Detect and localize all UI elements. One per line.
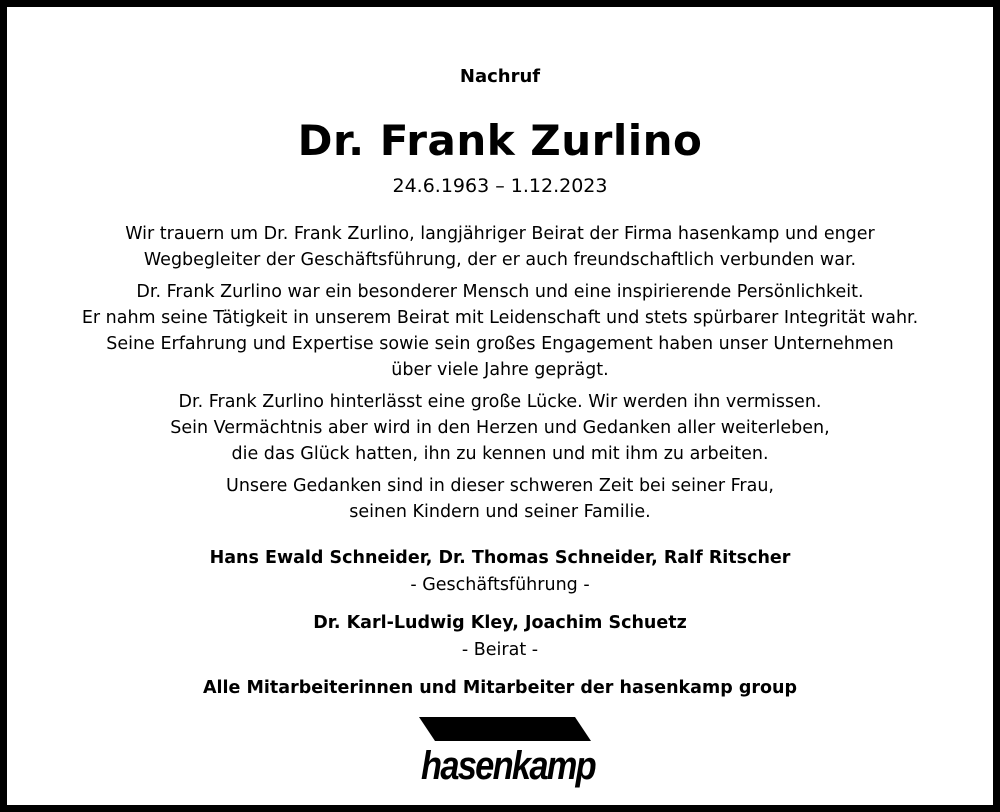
staff-signature: Alle Mitarbeiterinnen und Mitarbeiter der hasenkamp group — [202, 678, 798, 698]
hasenkamp-logo — [417, 717, 599, 789]
paragraph-2-line-1: Dr. Frank Zurlino war ein besonderer Mensch und eine inspirierende Persönlichkeit. — [136, 282, 864, 302]
board-names: Dr. Karl-Ludwig Kley, Joachim Schuetz — [313, 613, 687, 633]
paragraph-2-line-3: Seine Erfahrung und Expertise sowie sein großes Engagement haben unser Unternehmen — [106, 334, 894, 354]
paragraph-3-line-1: Dr. Frank Zurlino hinterlässt eine große Lücke. Wir werden ihn vermissen. — [178, 392, 822, 412]
management-names: Hans Ewald Schneider, Dr. Thomas Schneider, Ralf Ritscher — [209, 548, 791, 568]
hasenkamp-logo-icon — [417, 717, 599, 789]
management-role: - Geschäftsführung - — [410, 575, 590, 595]
paragraph-2-line-4: über viele Jahre geprägt. — [391, 360, 609, 380]
notice-kicker: Nachruf — [459, 66, 541, 87]
board-role: - Beirat - — [461, 640, 539, 660]
paragraph-3-line-3: die das Glück hatten, ihn zu kennen und mit ihm zu arbeiten. — [231, 444, 769, 464]
paragraph-4-line-2: seinen Kindern und seiner Familie. — [349, 502, 651, 522]
paragraph-1-line-1: Wir trauern um Dr. Frank Zurlino, langjähriger Beirat der Firma hasenkamp und enger — [125, 224, 875, 244]
paragraph-1-line-2: Wegbegleiter der Geschäftsführung, der er auch freundschaftlich verbunden war. — [143, 250, 857, 270]
paragraph-4-line-1: Unsere Gedanken sind in dieser schweren Zeit bei seiner Frau, — [226, 476, 774, 496]
deceased-name: Dr. Frank Zurlino — [297, 116, 703, 165]
paragraph-3-line-2: Sein Vermächtnis aber wird in den Herzen und Gedanken aller weiterleben, — [170, 418, 830, 438]
paragraph-2-line-2: Er nahm seine Tätigkeit in unserem Beirat mit Leidenschaft und stets spürbarer Integrität wahr. — [81, 308, 919, 328]
logo-wordmark: hasenkamp — [421, 744, 597, 788]
life-dates: 24.6.1963 – 1.12.2023 — [392, 175, 608, 197]
